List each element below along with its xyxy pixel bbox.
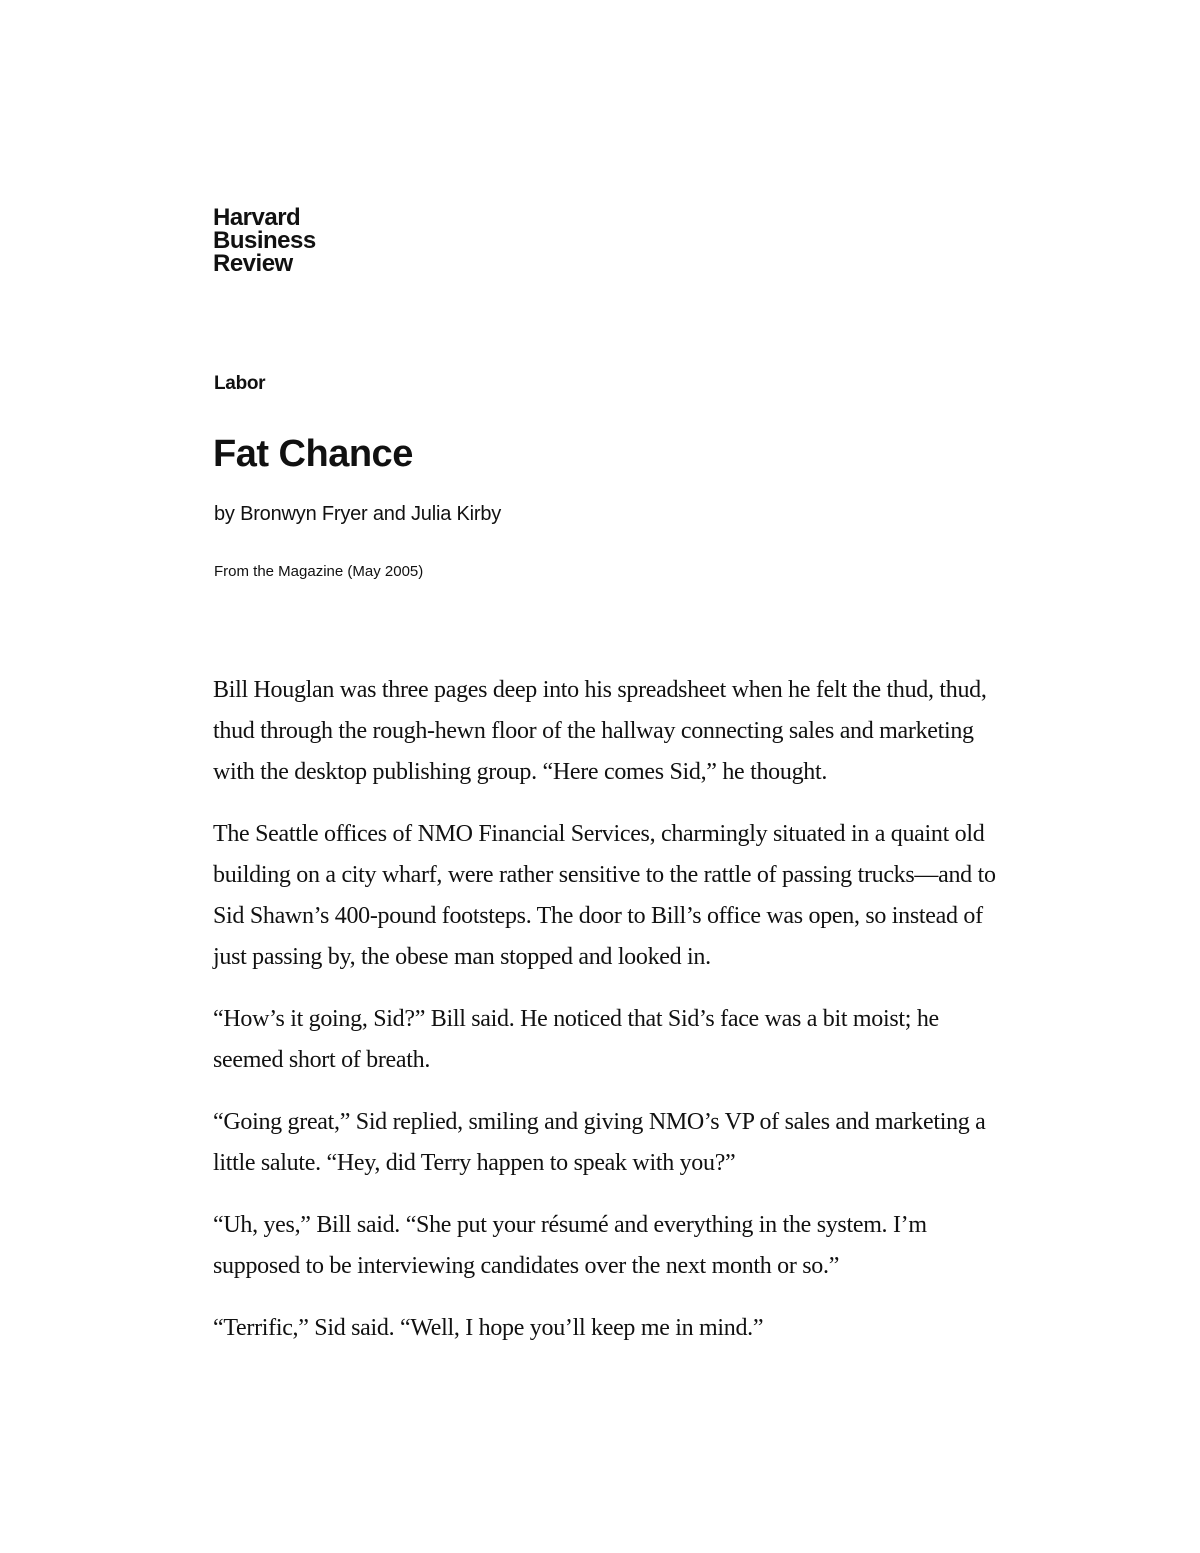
article-body: [213, 670, 1013, 1370]
article-byline: by Bronwyn Fryer and Julia Kirby: [214, 503, 502, 525]
body-paragraph: The Seattle offices of NMO Financial Services, charmingly situated in a quaint old building on a city wharf, were rather sensitive to the rattle of passing trucks—and to Sid Shawn’s 400-pound footsteps. The door to Bill’s office was open, so instead of just passing by, the obese man stopped and looked in.: [213, 821, 996, 970]
body-paragraph: “Going great,” Sid replied, smiling and giving NMO’s VP of sales and marketing a little salute. “Hey, did Terry happen to speak with you?”: [213, 1109, 986, 1176]
body-paragraph: Bill Houglan was three pages deep into his spreadsheet when he felt the thud, thud, thud through the rough-hewn floor of the hallway connecting sales and marketing with the desktop publishing group. “Here comes Sid,” he thought.: [213, 677, 987, 785]
section-label[interactable]: Labor: [214, 373, 266, 394]
article-title: Fat Chance: [213, 433, 413, 475]
body-paragraph: “Uh, yes,” Bill said. “She put your résumé and everything in the system. I’m supposed to be interviewing candidates over the next month or so.”: [213, 1212, 927, 1279]
logo-line-harvard: Harvard: [213, 204, 301, 231]
logo-line-business: Business: [213, 227, 316, 254]
hbr-logo[interactable]: [213, 206, 316, 275]
logo-line-review: Review: [213, 250, 293, 277]
body-paragraph: “Terrific,” Sid said. “Well, I hope you’ll keep me in mind.”: [213, 1315, 764, 1341]
body-paragraph: “How’s it going, Sid?” Bill said. He noticed that Sid’s face was a bit moist; he seemed short of breath.: [213, 1006, 939, 1073]
article-dateline: From the Magazine (May 2005): [214, 563, 424, 580]
